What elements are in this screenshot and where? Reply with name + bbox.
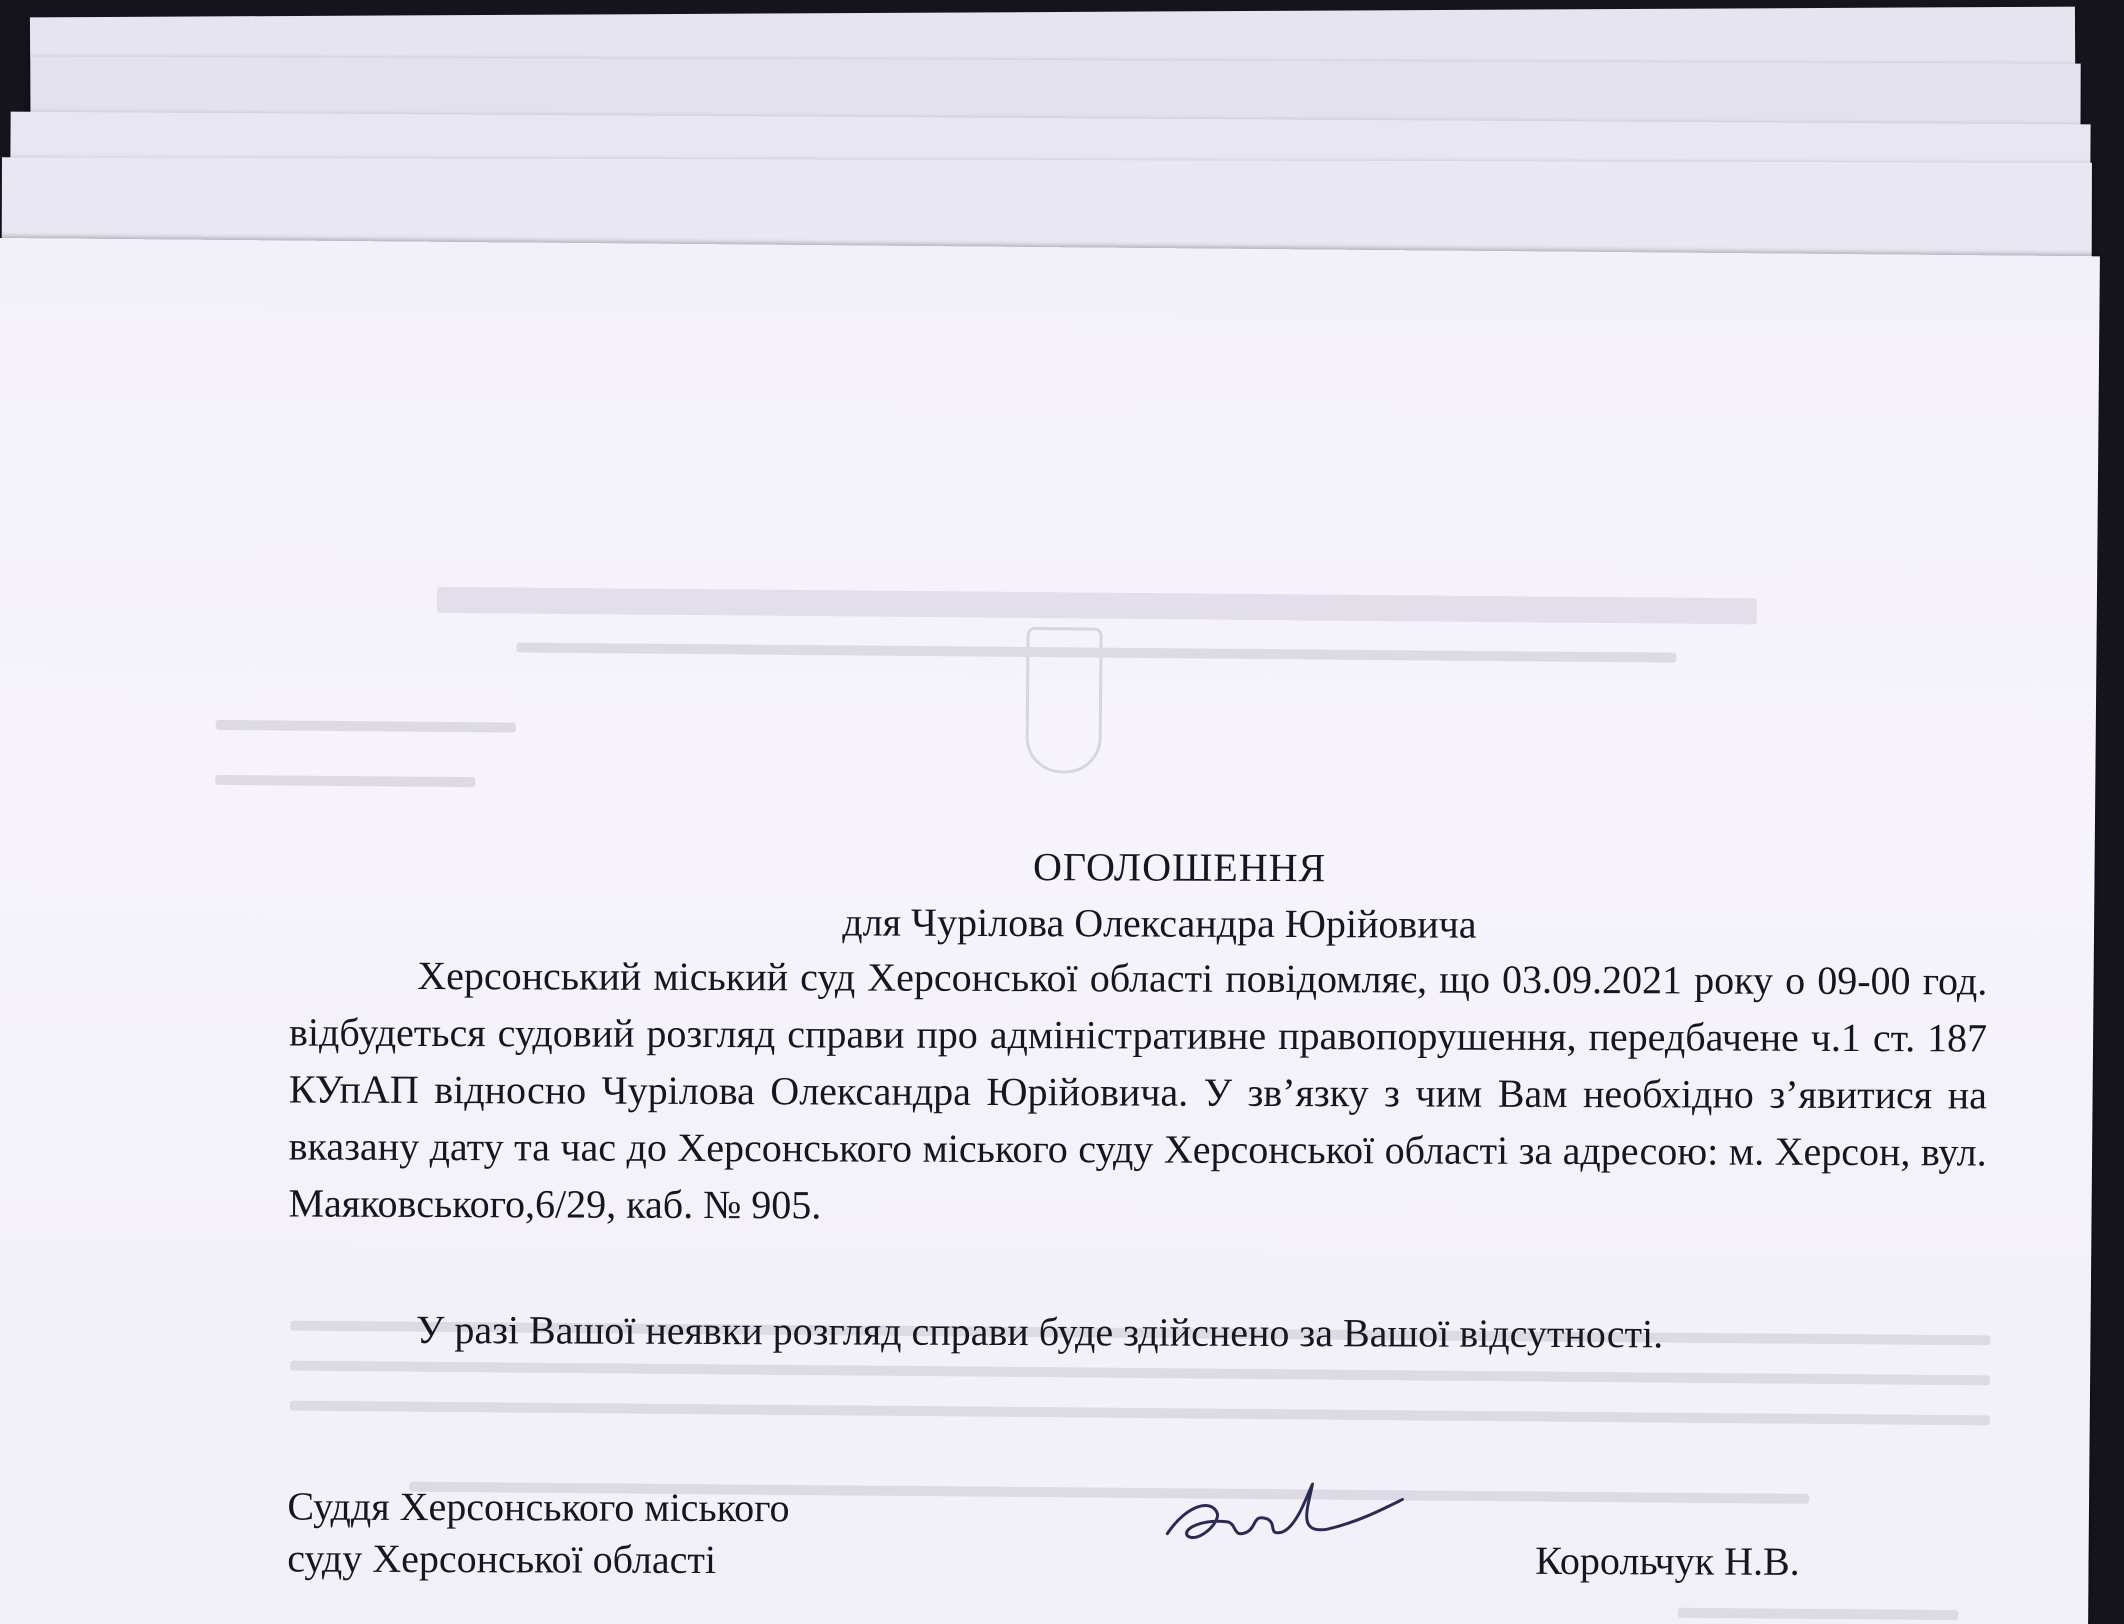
- notice-sheet: [0, 238, 2100, 1624]
- notice-warning: У разі Вашої неявки розгляд справи буде здійснено за Вашої відсутності.: [415, 1306, 1664, 1357]
- show-through-line: [1678, 1608, 1958, 1620]
- show-through-line: [290, 1401, 1990, 1426]
- notice-recipient: для Чурілова Олександра Юрійовича: [842, 899, 1477, 947]
- show-through-line: [215, 775, 475, 787]
- judge-position: [287, 1481, 789, 1587]
- notice-body: Херсонський міський суд Херсонської області повідомляє, що 03.09.2021 року о 09-00 год. відбудеться судовий розгляд справи про адміністративне правопорушення, передбачене ч.1 ст. 187 КУпАП відносно Чурілова Олександра Юрійовича. У зв’язку з чим Вам необхідно з’явитися на вказану дату та час до Херсонського міського суду Херсонської області за адресою: м. Херсон, вул. Маяковського,6/29, каб. № 905.: [288, 952, 1988, 1228]
- show-through-line: [437, 587, 1757, 625]
- judge-name: Корольчук Н.В.: [1535, 1537, 1800, 1584]
- notice-title: ОГОЛОШЕННЯ: [1032, 844, 1327, 891]
- show-through-line: [216, 720, 516, 733]
- show-through-line: [290, 1361, 1990, 1386]
- judge-position-line1: Суддя Херсонського міського: [287, 1483, 790, 1531]
- notice-content: [287, 841, 1990, 1584]
- judge-position-line2: суду Херсонської області: [287, 1535, 717, 1583]
- handwritten-signature: [1157, 1474, 1407, 1565]
